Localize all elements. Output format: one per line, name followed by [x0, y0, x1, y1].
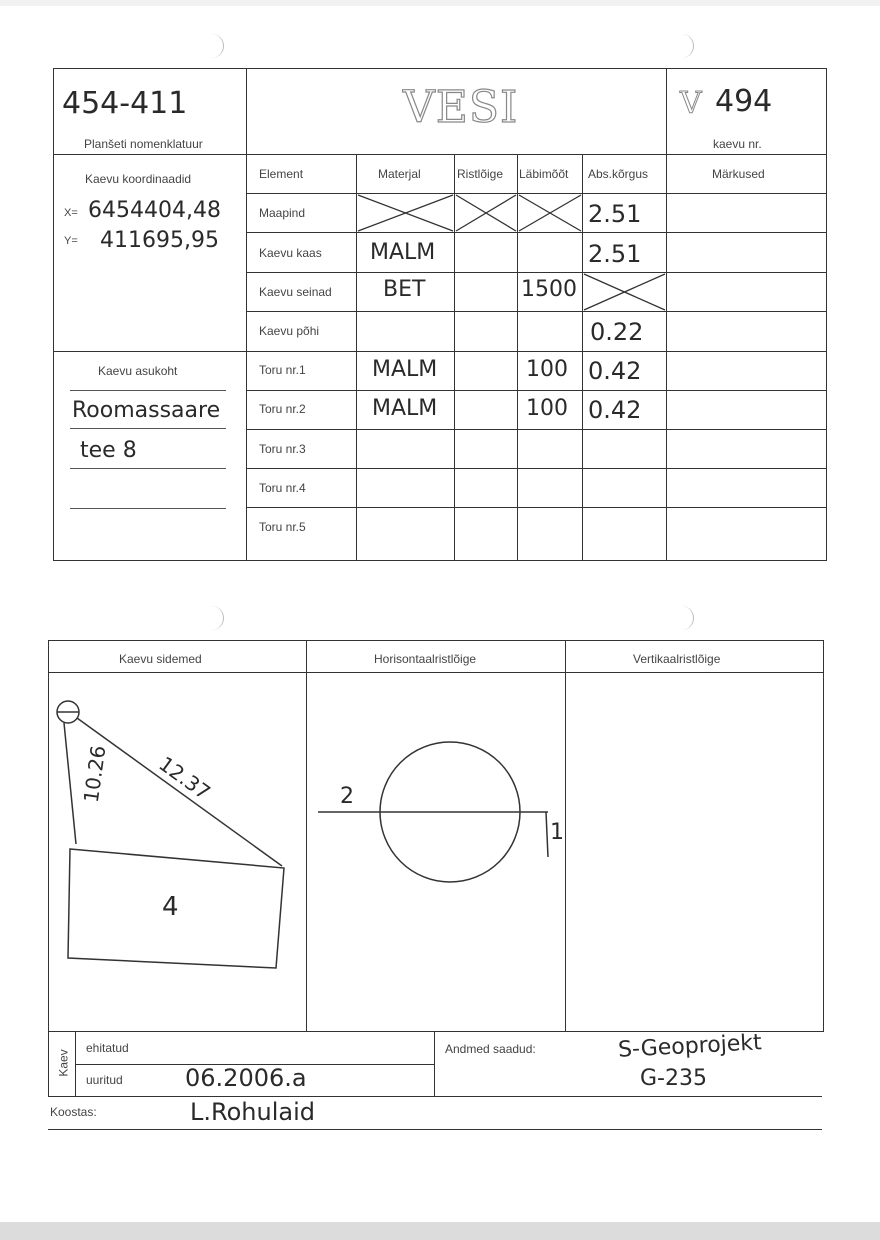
cell-material: MALM: [372, 396, 438, 421]
cell-material: MALM: [372, 357, 438, 382]
cell-diameter: 1500: [521, 277, 577, 302]
cell-abs-height: 2.51: [588, 240, 642, 268]
y-coordinate: 411695,95: [100, 228, 219, 253]
row-label: Kaevu kaas: [259, 246, 322, 260]
sketch-col-horizontal: Horisontaalristlõige: [374, 652, 477, 666]
pipe-label-2: 2: [340, 784, 354, 809]
row-label: Toru nr.4: [259, 481, 306, 495]
building-number: 4: [162, 892, 179, 922]
data-source-value: S-Geoprojekt: [617, 1030, 763, 1063]
compiled-by-signature: L.Rohulaid: [190, 1098, 315, 1126]
row-label: Maapind: [259, 206, 306, 220]
row-label: Kaevu seinad: [259, 285, 332, 299]
distance-label-2: 12.37: [154, 751, 215, 805]
column-header-remarks: Märkused: [712, 167, 765, 181]
column-header-element: Element: [259, 167, 304, 181]
well-number-label: kaevu nr.: [713, 137, 762, 151]
surveyed-label: uuritud: [86, 1073, 123, 1087]
cell-abs-height: 0.22: [590, 318, 644, 346]
x-coordinate: 6454404,48: [88, 198, 221, 223]
cell-material: MALM: [370, 240, 436, 265]
compiled-by-label: Koostas:: [50, 1105, 97, 1119]
location-line-1: Roomassaare: [72, 398, 221, 423]
horizontal-section-sketch: [306, 672, 565, 1032]
nomenclature-value: 454-411: [62, 86, 188, 121]
cell-diameter: 100: [526, 357, 568, 382]
punch-hole-mark: [205, 606, 224, 630]
data-source-label: Andmed saadud:: [445, 1042, 536, 1056]
well-prefix: V: [680, 86, 702, 121]
sketch-col-vertical: Vertikaalristlõige: [633, 652, 721, 666]
column-header-material: Materjal: [378, 167, 421, 181]
sketch-col-connections: Kaevu sidemed: [119, 652, 202, 666]
location-label: Kaevu asukoht: [98, 364, 178, 378]
surveyed-date: 06.2006.a: [185, 1064, 307, 1092]
cell-material: BET: [383, 277, 426, 302]
row-label: Toru nr.2: [259, 402, 306, 416]
row-label: Toru nr.1: [259, 363, 306, 377]
column-header-diameter: Läbimõõt: [519, 167, 569, 181]
y-label: Y=: [64, 235, 78, 247]
distance-label-1: 10.26: [78, 743, 111, 805]
form-title: VESI: [403, 82, 519, 133]
column-header-abs-height: Abs.kõrgus: [588, 167, 649, 181]
crossed-cells: [0, 0, 880, 600]
row-label: Toru nr.3: [259, 442, 306, 456]
well-side-label: Kaev: [56, 1049, 71, 1077]
row-label: Toru nr.5: [259, 520, 306, 534]
coordinates-label: Kaevu koordinaadid: [85, 172, 192, 186]
column-header-cross-section: Ristlõige: [457, 167, 504, 181]
scan-bottom-edge: [0, 1222, 880, 1240]
cell-diameter: 100: [526, 396, 568, 421]
x-label: X=: [64, 207, 78, 219]
cell-abs-height: 0.42: [588, 396, 642, 424]
nomenclature-label: Planšeti nomenklatuur: [84, 137, 203, 151]
built-label: ehitatud: [86, 1041, 129, 1055]
data-source-code: G-235: [640, 1066, 707, 1091]
row-label: Kaevu põhi: [259, 324, 320, 338]
cell-abs-height: 0.42: [588, 357, 642, 385]
cell-abs-height: 2.51: [588, 200, 642, 228]
pipe-label-1: 1: [550, 820, 564, 845]
punch-hole-mark: [675, 606, 694, 630]
well-number: 494: [715, 84, 773, 119]
location-sketch: [48, 672, 306, 1032]
location-line-2: tee 8: [80, 438, 137, 463]
